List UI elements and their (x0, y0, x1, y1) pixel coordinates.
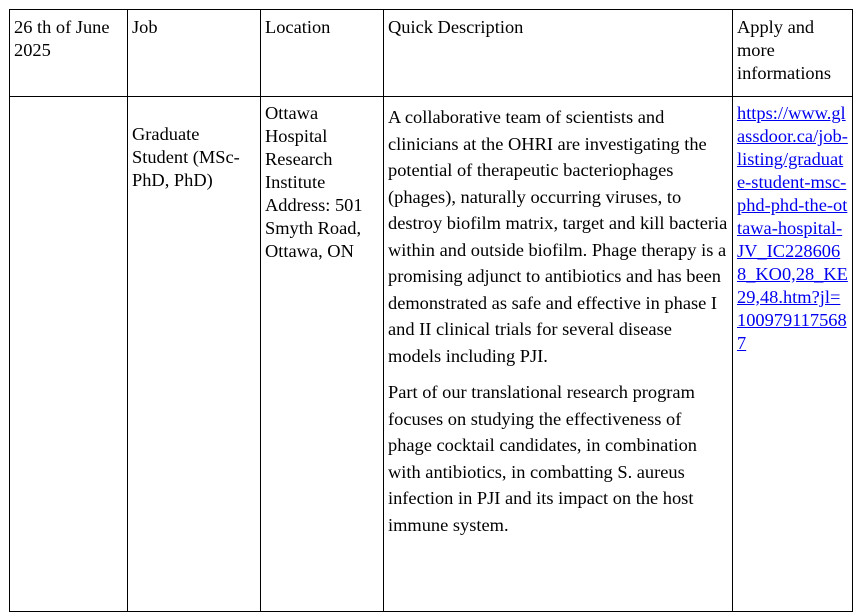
cell-location: Ottawa Hospital Research Institute Address: 501 Smyth Road, Ottawa, ON (261, 97, 384, 612)
job-listing-table (9, 9, 853, 612)
description-paragraph-2: Part of our translational research program focuses on studying the effectiveness of phage cocktail candidates, in combination with antibiotics, in combatting S. aureus infection in PJI and its impact on the host immune system. (388, 382, 697, 535)
cell-job: Graduate Student (MSc-PhD, PhD) (128, 97, 261, 612)
job-listing-table-wrapper (9, 9, 852, 612)
cell-date (10, 97, 128, 612)
header-date: 26 th of June 2025 (10, 10, 128, 97)
apply-link[interactable]: https://www.glassdoor.ca/job-listing/graduate-student-msc-phd-phd-the-ottawa-hospital-JV_IC2286068_KO0,28_KE29,48.htm?jl=1009791175687 (737, 103, 848, 353)
header-description: Quick Description (384, 10, 733, 97)
header-location: Location (261, 10, 384, 97)
header-job: Job (128, 10, 261, 97)
header-apply: Apply and more informations (733, 10, 853, 97)
cell-description (384, 97, 733, 612)
cell-apply (733, 97, 853, 612)
table-row (10, 97, 853, 612)
description-paragraph-1: A collaborative team of scientists and clinicians at the OHRI are investigating the potential of therapeutic bacteriophages (phages), naturally occurring viruses, to destroy biofilm matrix, target and kill bacteria within and outside biofilm. Phage therapy is a promising adjunct to antibiotics and has been demonstrated as safe and effective in phase I and II clinical trials for several disease models including PJI. (388, 107, 728, 366)
table-header-row (10, 10, 853, 97)
